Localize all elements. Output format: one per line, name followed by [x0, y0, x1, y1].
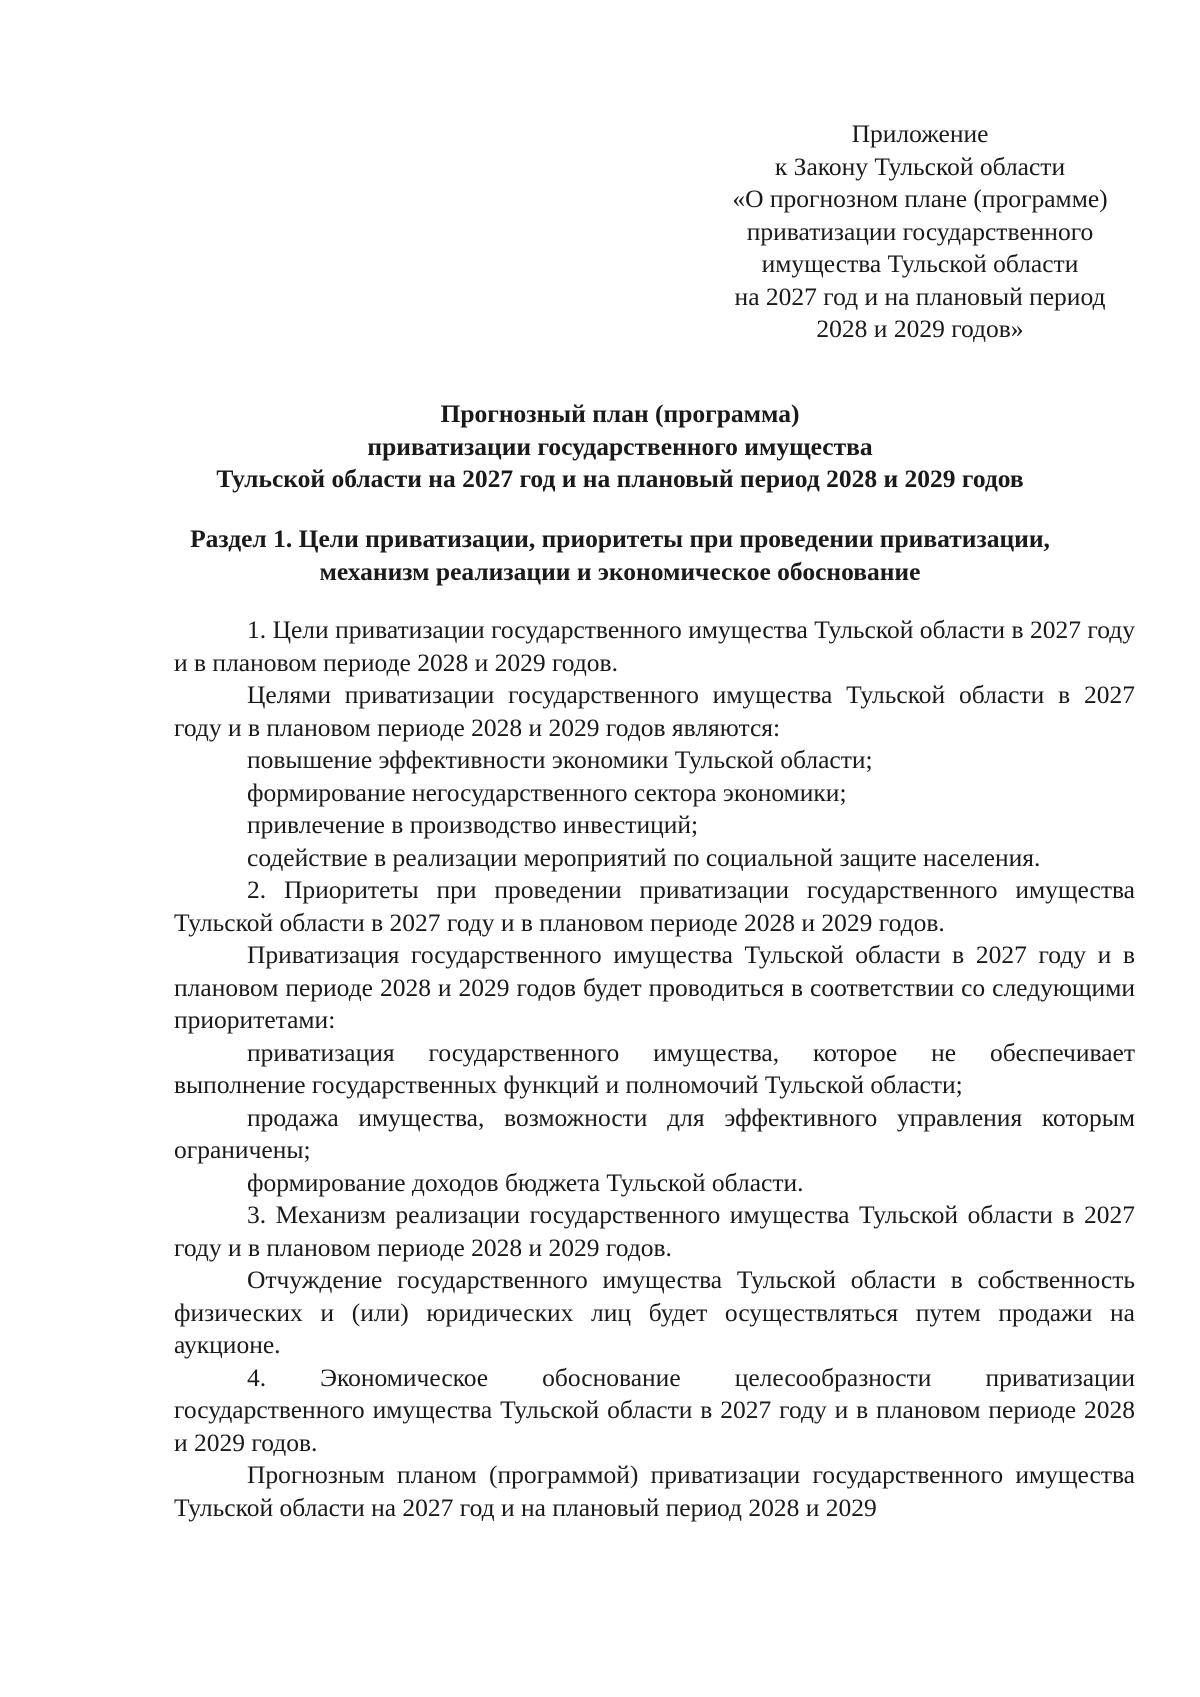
paragraph: привлечение в производство инвестиций; — [247, 810, 699, 839]
paragraph: 4. Экономическое обоснование целесообразности приватизации государственного имущества Тульской области в 2027 году и в плановом периоде 2028 и 2029 годов. — [174, 1362, 1135, 1457]
appendix-line: Приложение — [851, 119, 989, 148]
paragraph: Прогнозным планом (программой) приватизации государственного имущества Тульской области на 2027 год и на плановый период 2028 и 2029 — [174, 1460, 1135, 1522]
paragraph: формирование доходов бюджета Тульской области. — [247, 1167, 804, 1197]
appendix-line: «О прогнозном плане (программе) — [732, 184, 1108, 213]
appendix-line: к Закону Тульской области — [774, 151, 1066, 181]
title-line: Прогнозный план (программа) — [440, 399, 800, 428]
paragraph: 2. Приоритеты при проведении приватизации государственного имущества Тульской области в 2027 году и в плановом периоде 2028 и 2029 годов. — [174, 875, 1135, 937]
paragraph: Отчуждение государственного имущества Тульской области в собственность физических и (или) юридических лиц будет осуществляться путем продажи на аукционе. — [174, 1265, 1135, 1359]
paragraph: приватизация государственного имущества, которое не обеспечивает выполнение государственных функций и полномочий Тульской области; — [174, 1037, 1135, 1099]
appendix-line: на 2027 год и на плановый период — [734, 281, 1106, 311]
paragraph: повышение эффективности экономики Тульской области; — [247, 745, 873, 774]
section-heading-line: Раздел 1. Цели приватизации, приоритеты при проведении приватизации, — [190, 524, 1050, 553]
paragraph: Целями приватизации государственного имущества Тульской области в 2027 году и в плановом периоде 2028 и 2029 годов являются: — [174, 680, 1135, 742]
title-line: Тульской области на 2027 год и на плановый период 2028 и 2029 годов — [216, 464, 1024, 493]
appendix-line: 2028 и 2029 годов» — [816, 314, 1024, 343]
paragraph: 3. Механизм реализации государственного имущества Тульской области в 2027 году и в плановом периоде 2028 и 2029 годов. — [174, 1200, 1135, 1262]
paragraph: содействие в реализации мероприятий по социальной защите населения. — [247, 842, 1041, 872]
paragraph: Приватизация государственного имущества Тульской области в 2027 году и в плановом периоде 2028 и 2029 годов будет проводиться в соответствии со следующими приоритетами: — [174, 940, 1135, 1034]
section-heading-line: механизм реализации и экономическое обоснование — [319, 557, 921, 586]
paragraph: формирование негосударственного сектора экономики; — [247, 777, 847, 807]
appendix-header — [700, 118, 1140, 346]
body-text — [174, 614, 1135, 1524]
document-title — [140, 398, 1100, 496]
paragraph: 1. Цели приватизации государственного имущества Тульской области в 2027 году и в плановом периоде 2028 и 2029 годов. — [174, 615, 1135, 677]
title-line: приватизации государственного имущества — [367, 431, 873, 461]
section-heading — [140, 522, 1100, 588]
paragraph: продажа имущества, возможности для эффективного управления которым ограничены; — [174, 1102, 1135, 1164]
appendix-line: приватизации государственного — [746, 216, 1094, 246]
appendix-line: имущества Тульской области — [761, 249, 1079, 278]
